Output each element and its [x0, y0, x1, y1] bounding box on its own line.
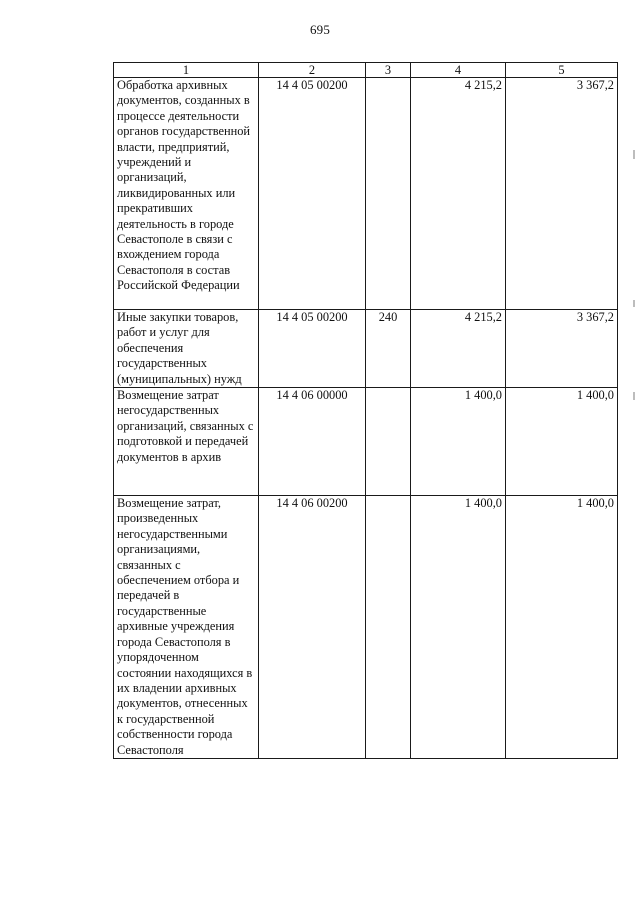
- table-row: [114, 310, 618, 388]
- header-row: [114, 63, 618, 78]
- row-name-cell: Иные закупки товаров, работ и услуг для обеспечения государственных (муниципальных) нужд: [114, 310, 259, 388]
- row-type-cell: [366, 78, 411, 310]
- table-header: [114, 63, 618, 78]
- row-value-5-cell: 3 367,2: [506, 78, 618, 310]
- row-value-5-cell: 1 400,0: [506, 388, 618, 496]
- row-value-5-cell: 3 367,2: [506, 310, 618, 388]
- budget-table: [113, 62, 618, 759]
- row-value-4-cell: 4 215,2: [411, 78, 506, 310]
- row-value-4-cell: 1 400,0: [411, 496, 506, 759]
- column-header-2: 2: [259, 63, 366, 78]
- row-code-cell: 14 4 05 00200: [259, 310, 366, 388]
- table-row: [114, 388, 618, 496]
- column-header-3: 3: [366, 63, 411, 78]
- row-name-cell: Возмещение затрат, произведенных негосударственными организациями, связанных с обеспечением отбора и передачей в государственные архивные учреждения города Севастополя в упорядоченном состоянии находящихся в их владении архивных документов, отнесенных к государственной собственности города Севастополя: [114, 496, 259, 759]
- row-code-cell: 14 4 06 00200: [259, 496, 366, 759]
- row-value-4-cell: 4 215,2: [411, 310, 506, 388]
- scan-mark: [633, 300, 635, 307]
- table-row: [114, 78, 618, 310]
- row-name-cell: Возмещение затрат негосударственных организаций, связанных с подготовкой и передачей документов в архив: [114, 388, 259, 496]
- page-number: 695: [309, 22, 331, 37]
- column-header-4: 4: [411, 63, 506, 78]
- row-name-cell: Обработка архивных документов, созданных в процессе деятельности органов государственной власти, предприятий, учреждений и организаций, ликвидированных или прекративших деятельность в городе Севастополе в связи с вхождением города Севастополя в состав Российской Федерации: [114, 78, 259, 310]
- row-value-5-cell: 1 400,0: [506, 496, 618, 759]
- row-code-cell: 14 4 06 00000: [259, 388, 366, 496]
- row-type-cell: 240: [366, 310, 411, 388]
- table-body: [114, 78, 618, 759]
- scan-mark: [633, 392, 635, 400]
- column-header-5: 5: [506, 63, 618, 78]
- scan-mark: [633, 150, 635, 159]
- row-value-4-cell: 1 400,0: [411, 388, 506, 496]
- column-header-1: 1: [114, 63, 259, 78]
- row-code-cell: 14 4 05 00200: [259, 78, 366, 310]
- row-type-cell: [366, 388, 411, 496]
- row-type-cell: [366, 496, 411, 759]
- table-row: [114, 496, 618, 759]
